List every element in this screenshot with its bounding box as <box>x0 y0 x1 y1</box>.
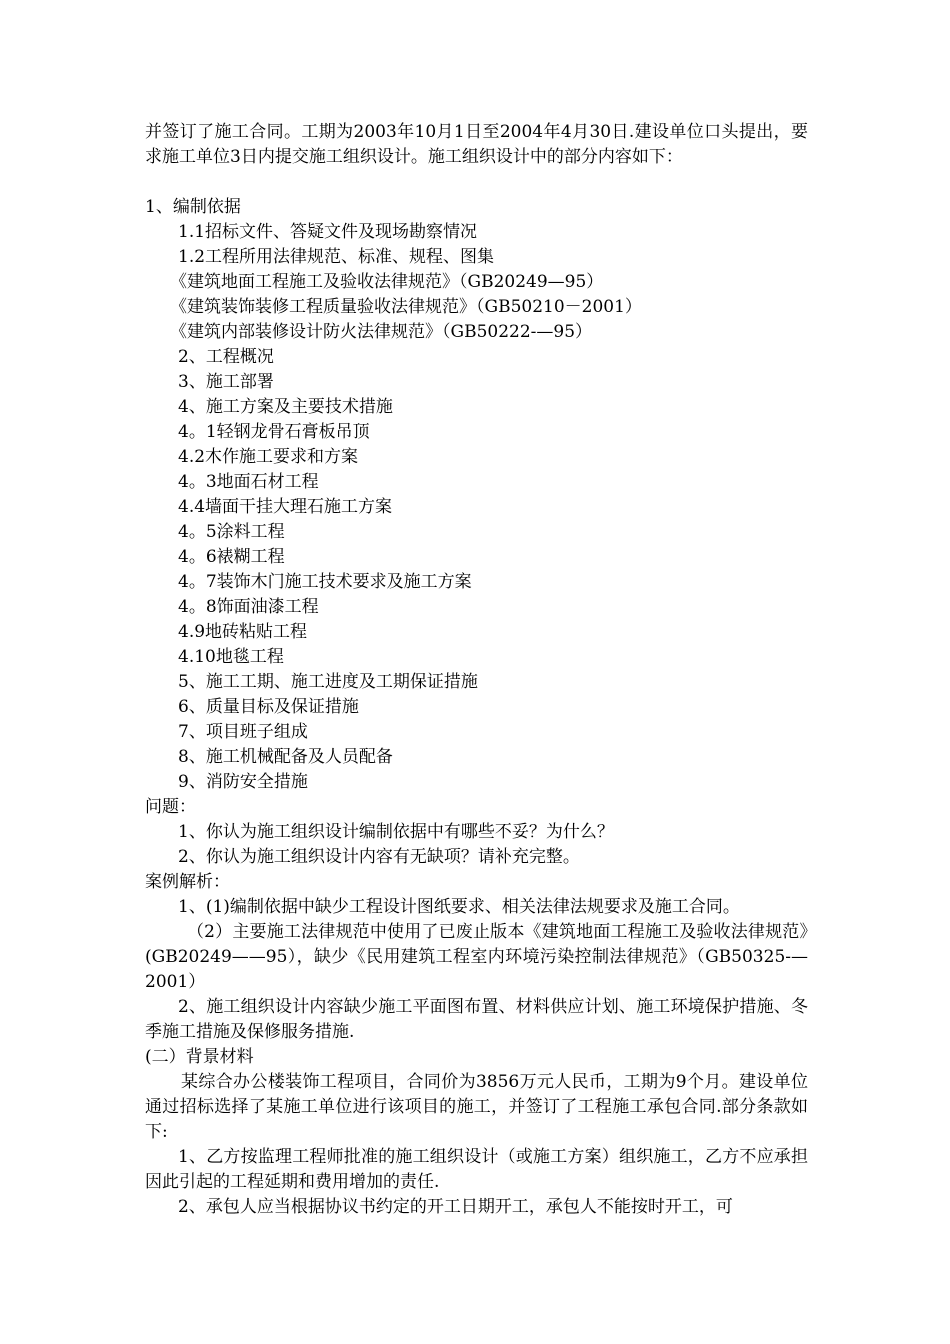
analysis-label: 案例解析： <box>145 872 230 892</box>
list-item: 4。5涂料工程 <box>178 522 285 542</box>
list-item: 4.9地砖粘贴工程 <box>178 622 308 642</box>
standard-reference: 《建筑地面工程施工及验收法律规范》（GB20249—95） <box>170 272 604 292</box>
list-item: 4。3地面石材工程 <box>178 472 319 492</box>
standard-reference: 《建筑内部装修设计防火法律规范》（GB50222-—95） <box>170 322 593 342</box>
list-item: 4.2木作施工要求和方案 <box>178 447 359 467</box>
list-item: 4。8饰面油漆工程 <box>178 597 319 617</box>
list-item: 2、工程概况 <box>178 347 274 367</box>
intro-paragraph: 并签订了施工合同。工期为2003年10月1日至2004年4月30日.建设单位口头提出，要求施工单位3日内提交施工组织设计。施工组织设计中的部分内容如下： <box>145 122 808 167</box>
question-item: 1、你认为施工组织设计编制依据中有哪些不妥？为什么？ <box>178 822 614 842</box>
list-item: 4、施工方案及主要技术措施 <box>178 397 393 417</box>
clause-paragraph: 1、乙方按监理工程师批准的施工组织设计（或施工方案）组织施工，乙方不应承担因此引起的工程延期和费用增加的责任. <box>145 1147 808 1192</box>
list-item: 4。1轻钢龙骨石膏板吊顶 <box>178 422 370 442</box>
analysis-paragraph: （2）主要施工法律规范中使用了已废止版本《建筑地面工程施工及验收法律规范》(GB20249——95），缺少《民用建筑工程室内环境污染控制法律规范》（GB50325-—2001） <box>145 922 808 992</box>
list-item: 3、施工部署 <box>178 372 274 392</box>
list-item: 6、质量目标及保证措施 <box>178 697 359 717</box>
list-item: 5、施工工期、施工进度及工期保证措施 <box>178 672 478 692</box>
question-item: 2、你认为施工组织设计内容有无缺项？请补充完整。 <box>178 847 580 867</box>
list-item: 4.10地毯工程 <box>178 647 284 667</box>
analysis-paragraph: 1、(1)编制依据中缺少工程设计图纸要求、相关法律法规要求及施工合同。 <box>178 897 740 917</box>
list-item: 7、项目班子组成 <box>178 722 308 742</box>
standard-reference: 《建筑装饰装修工程质量验收法律规范》（GB50210－2001） <box>170 297 642 317</box>
questions-label: 问题： <box>145 797 196 817</box>
list-item: 1.2工程所用法律规范、标准、规程、图集 <box>178 247 495 267</box>
background-paragraph: 某综合办公楼装饰工程项目，合同价为3856万元人民币，工期为9个月。建设单位通过招标选择了某施工单位进行该项目的施工，并签订了工程施工承包合同.部分条款如下: <box>145 1072 808 1142</box>
list-item: 4。6裱糊工程 <box>178 547 285 567</box>
list-item: 1.1招标文件、答疑文件及现场勘察情况 <box>178 222 478 242</box>
analysis-paragraph: 2、施工组织设计内容缺少施工平面图布置、材料供应计划、施工环境保护措施、冬季施工措施及保修服务措施. <box>145 997 808 1042</box>
list-item: 4。7装饰木门施工技术要求及施工方案 <box>178 572 472 592</box>
list-item: 8、施工机械配备及人员配备 <box>178 747 393 767</box>
section-2-title: (二）背景材料 <box>145 1047 254 1067</box>
list-item: 9、消防安全措施 <box>178 772 308 792</box>
clause-paragraph: 2、承包人应当根据协议书约定的开工日期开工，承包人不能按时开工，可 <box>178 1197 733 1217</box>
list-item: 4.4墙面干挂大理石施工方案 <box>178 497 393 517</box>
section-heading-basis: 1、编制依据 <box>145 197 241 217</box>
